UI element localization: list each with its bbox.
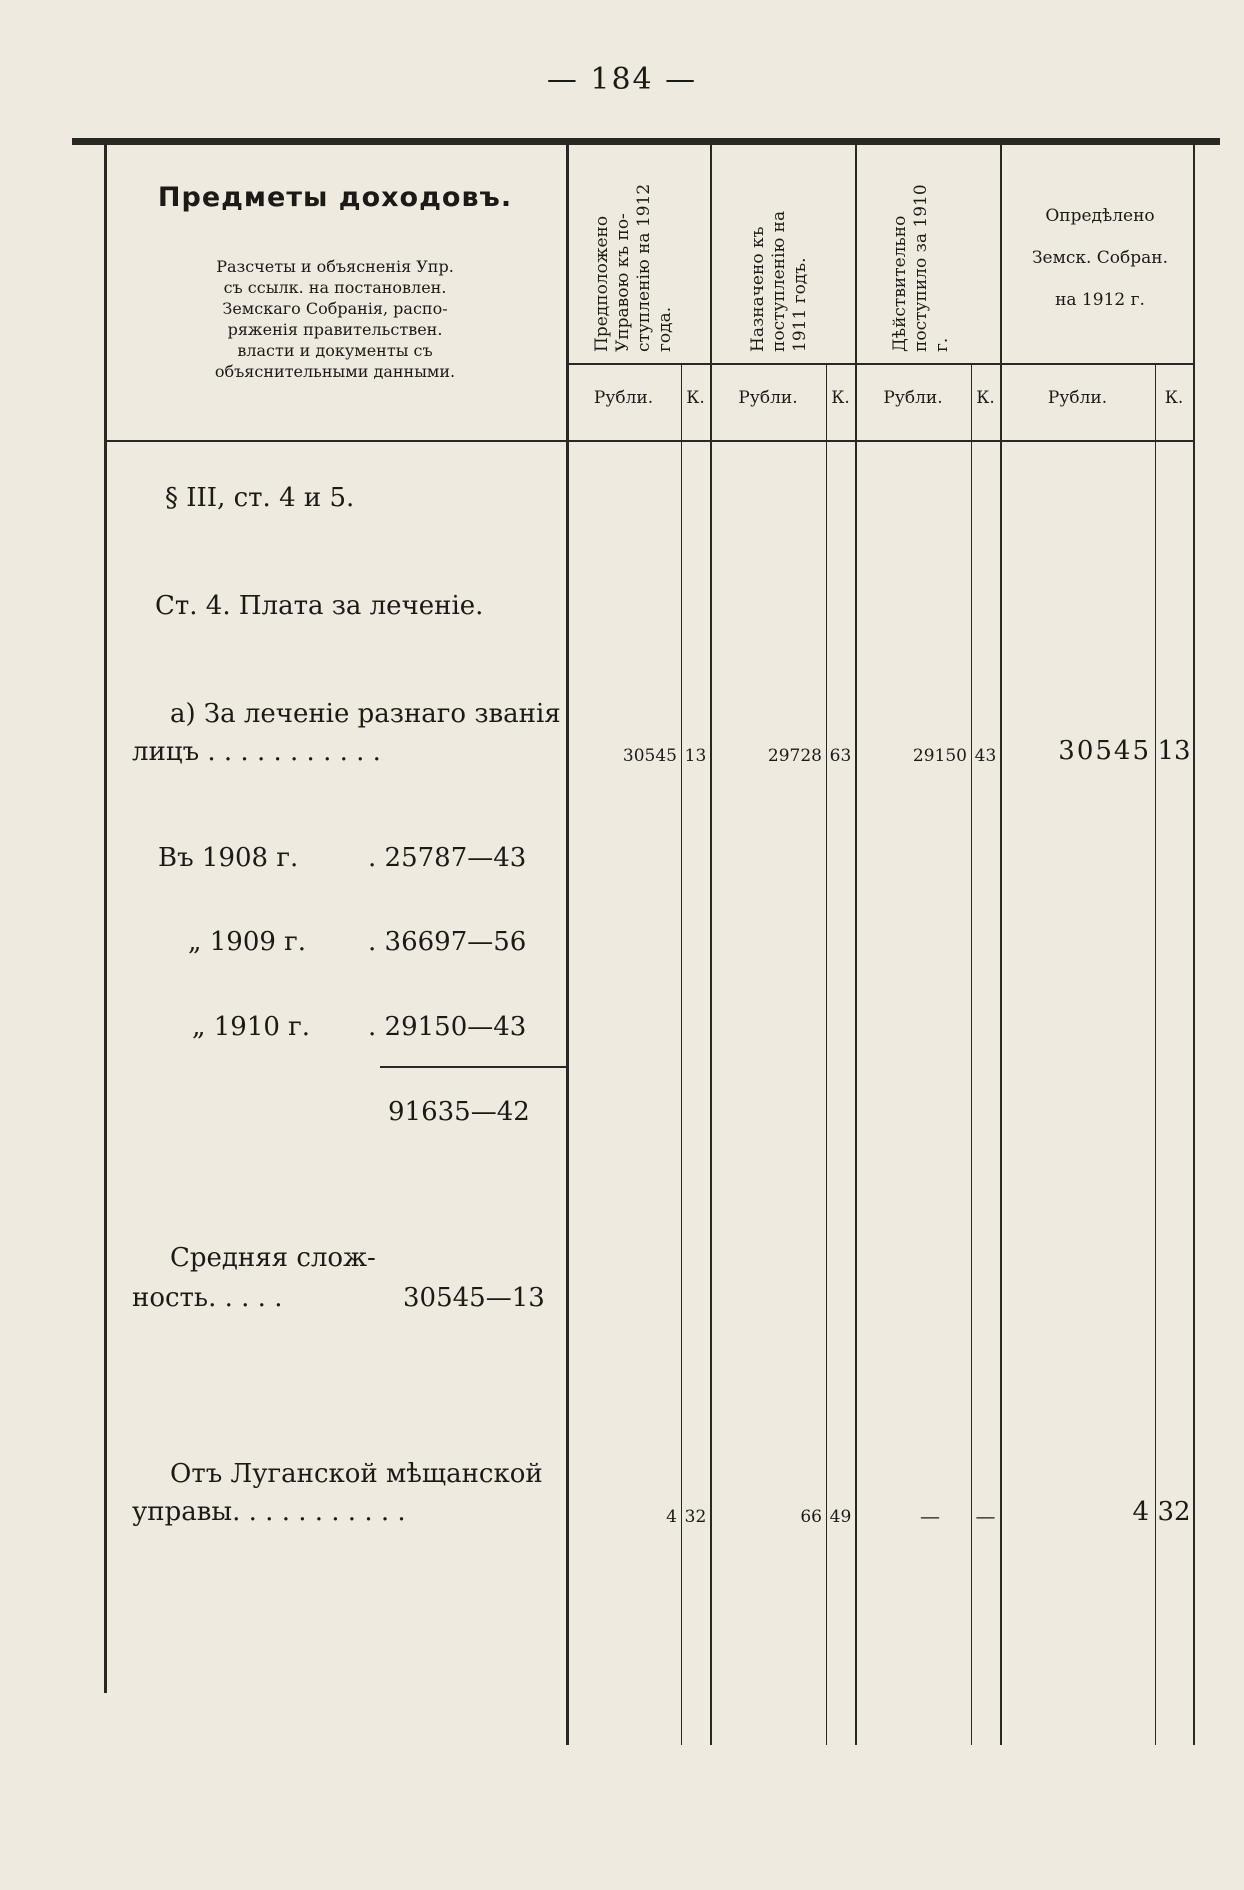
year-value: . 36697—56	[368, 927, 527, 957]
unit-rubles: Рубли.	[1047, 388, 1108, 408]
row1-actual-kop: 43	[974, 746, 997, 766]
page-number: — 184 —	[546, 62, 698, 97]
header-subtitle	[160, 256, 510, 382]
year-label: „ 1909 г.	[188, 927, 307, 957]
subtitle-line: Разсчеты и объясненія Упр.	[216, 257, 454, 276]
average-line2: ность. . . . .	[132, 1283, 283, 1313]
header-col-proposed: Предположено Управою къ по-ступленію на 1912 года.	[592, 183, 675, 352]
lugansk-line1: Отъ Луганской мѣщанской	[170, 1459, 543, 1489]
header-col-approved	[1000, 195, 1200, 321]
row1-actual-rub: 29150	[912, 746, 967, 766]
table-right-border	[1193, 145, 1195, 1745]
kop-divider-3	[971, 363, 972, 1745]
year-label: „ 1910 г.	[192, 1012, 311, 1042]
lugansk-line2: управы. . . . . . . . . . .	[132, 1497, 406, 1527]
unit-rubles: Рубли.	[738, 388, 798, 408]
row2-actual-kop: —	[975, 1504, 996, 1528]
column-divider-3	[1000, 145, 1002, 1745]
average-line1: Средняя слож-	[170, 1243, 376, 1273]
subtitle-line: Земскаго Собранія, распо-	[222, 299, 448, 318]
row1-assigned-rub: 29728	[767, 746, 822, 766]
unit-kop: К.	[686, 388, 705, 408]
article-heading: Ст. 4. Плата за леченіе.	[155, 591, 484, 621]
header-title: Предметы доходовъ.	[157, 182, 513, 213]
subtitle-line: власти и документы съ	[237, 341, 433, 360]
column-divider-2	[855, 145, 857, 1745]
header-col-assigned: Назначено къ поступленію на 1911 годъ.	[748, 210, 810, 352]
years-total: 91635—42	[388, 1097, 530, 1127]
header-col-actual: Дѣйствительно поступило за 1910 г.	[890, 184, 952, 352]
item-a-line1: а) За леченіе разнаго званія	[170, 699, 561, 729]
subtitle-line: съ ссылк. на постановлен.	[223, 278, 447, 297]
row1-proposed-rub: 30545	[622, 746, 677, 766]
unit-rubles: Рубли.	[593, 388, 654, 408]
subtitle-line: ряженія правительствен.	[227, 320, 443, 339]
sum-rule	[380, 1066, 566, 1068]
row1-proposed-kop: 13	[684, 746, 707, 766]
kop-divider-4	[1155, 363, 1156, 1745]
column-divider-description	[566, 145, 569, 1745]
table-left-border	[104, 145, 107, 1693]
header-bottom-rule	[104, 440, 1195, 442]
section-heading: § III, ст. 4 и 5.	[165, 483, 355, 513]
unit-kop: К.	[976, 388, 995, 408]
item-a-line2: лицъ . . . . . . . . . . .	[132, 737, 381, 767]
approved-line: Опредѣлено	[1045, 206, 1155, 226]
subtitle-line: объяснительными данными.	[214, 362, 456, 381]
average-value: 30545—13	[403, 1283, 545, 1313]
kop-divider-1	[681, 363, 682, 1745]
row1-approved-kop: 13	[1157, 736, 1191, 766]
year-value: . 29150—43	[368, 1012, 527, 1042]
row2-actual-rub: —	[920, 1504, 940, 1528]
unit-kop: К.	[1164, 388, 1184, 408]
row1-assigned-kop: 63	[829, 746, 852, 766]
row2-approved-kop: 32	[1157, 1497, 1191, 1527]
unit-kop: К.	[831, 388, 850, 408]
units-rule	[566, 363, 1195, 365]
year-label: Въ 1908 г.	[158, 843, 299, 873]
approved-line: Земск. Собран.	[1031, 248, 1169, 268]
column-divider-1	[710, 145, 712, 1745]
row2-proposed-rub: 4	[666, 1507, 677, 1527]
row2-proposed-kop: 32	[684, 1507, 707, 1527]
row1-approved-rub: 30545	[1058, 736, 1151, 766]
kop-divider-2	[826, 363, 827, 1745]
row2-approved-rub: 4	[1132, 1497, 1151, 1527]
approved-line: на 1912 г.	[1055, 290, 1145, 310]
top-rule	[72, 138, 1220, 145]
unit-rubles: Рубли.	[883, 388, 943, 408]
year-value: . 25787—43	[368, 843, 527, 873]
row2-assigned-kop: 49	[829, 1507, 852, 1527]
row2-assigned-rub: 66	[800, 1507, 822, 1527]
